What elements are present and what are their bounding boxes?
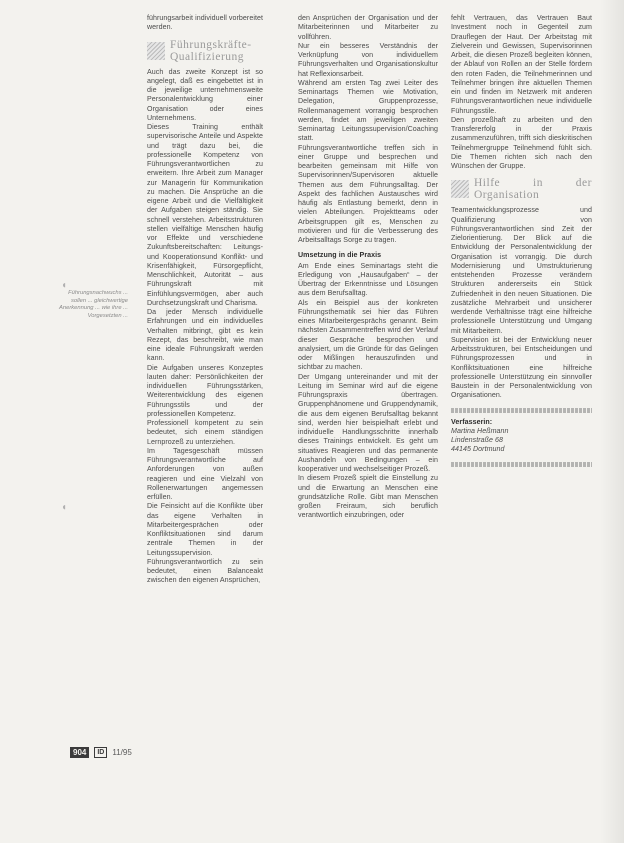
author-label: Verfasserin:	[451, 417, 493, 426]
paragraph: Führungsverantwortliche treffen sich in einer Gruppe und besprechen und bearbeiten gemeinsam mit Hilfe von Supervisorinnen/Supervisoren aktuelle Themen aus dem Führungsalltag. Der Aspekt des fachlichen Austausches wird häufig als Entlastung bemerkt, denn in vielen Abteilungen. Projektteams oder Arbeitsgruppen gilt es, Menschen zu motivieren und für die Verbesserung des Arbeitsalltags Sorge zu tragen.	[298, 143, 438, 244]
paragraph: Dieses Training enthält supervisorische Anteile und Aspekte und trägt dazu bei, die professionelle Kompetenz von Führungsverantwortlichen zu erweitern. Ihre Arbeit zum Manager zur Managerin für Kommunikation zu machen. Die Ansprüche an die eigene Arbeit und die Vielfältigkeit der Aufgaben steigen ständig. Sie schnell verstehen. Arbeitsstrukturen stellen vielfältige Menschen häufig vor Effekte und verschiedene Zukunftsbereitschaften: Leitungs- und Kooperationsund Konflikt- und Krisenfähigkeit, Fürsorgepflicht, Menschlichkeit, Autorität – aus Führungskraft mit Einfühlungsvermögen, aber auch Durchsetzungskraft und Charisma.	[147, 123, 263, 307]
author-street: Lindenstraße 68	[451, 436, 504, 444]
margin-quote	[58, 290, 128, 320]
paragraph: Auch das zweite Konzept ist so angelegt, daß es eingebettet ist in die jeweilige unternehmensweite Personalentwicklung einer Organisation oder eines Unternehmens.	[147, 67, 263, 122]
paragraph: Als ein Beispiel aus der konkreten Führungsthematik sei hier das Führen eines Mitarbeitergesprächs genannt. Beim nächsten Zusammentreffen wird der Verlauf dieser Gespräche besprochen und analysiert, um die Gründe für das Gelingen oder Mißlingen herauszufinden und sichtbar zu machen.	[298, 298, 438, 372]
heading-ornament-icon	[451, 180, 469, 198]
paragraph: Teamentwicklungsprozesse und Qualifizierung von Führungsverantwortlichen sind Zeit der Zielorientierung. Der Blick auf die Entwicklung der Personalentwicklung der Organisation ist vorrangig. Die durch Modernisierung und Umstrukturierung entstehenden Prozesse verändern Strukturen andererseits ein Stück Zufriedenheit in den neuen Situationen. Die zusätzliche Mehrarbeit und unsicherer werdende Verhältnisse trägt eine hilfreiche professionelle Unterstützung und Umgang mit Mitarbeitern.	[451, 206, 592, 335]
paragraph: Den prozeßhaft zu arbeiten und den Transfererfolg in der Praxis zusammenzuführen, trifft sich dieskritischen Teilnehmergruppe Teilnehmend fühlt sich. Die Themen richten sich nach den Wünschen der Gruppe.	[451, 115, 592, 170]
binder-hole-mark: ◖	[61, 280, 68, 291]
section-heading-text: Hilfe in der Organisation	[474, 177, 592, 202]
heading-ornament-icon	[147, 42, 165, 60]
paragraph: Supervision ist bei der Entwicklung neuer Arbeitsstrukturen, bei Entscheidungen und Führungsprozessen und in Konfliktsituationen eine hilfreiche professionelle Unterstützung ein sinnvoller Baustein in der Personalentwicklung von Organisationen.	[451, 335, 592, 400]
margin-quote-text: Führungsnachwuchs ... sollen ... gleichwertige Anerkennung ... wie ihre ... Vorgesetzten ...	[59, 290, 128, 319]
section-heading-text: Führungskräfte-Qualifizierung	[170, 38, 252, 63]
author-name: Martina Heßmann	[451, 426, 509, 435]
paragraph: fehlt Vertrauen, das Vertrauen Baut Investment noch in Gegenteil zum Drauflegen der Haut. Der Arbeitstag mit Zielverein und Gewissen, Supervisorinnen Arbeit, die diesen Prozeß begleiten können, der Ablauf von Rollen an der Stelle fördern den roten Faden, die Teilnehmerinnen und Teilnehmer bringen ihre aktuellen Themen ein und finden im Netzwerk mit anderen Führungsverantwortlichen neue individuelle Führungsstile.	[451, 14, 592, 115]
paragraph: den Ansprüchen der Organisation und der Mitarbeiterinnen und Mitarbeiter zu vollführen.	[298, 14, 438, 41]
text-column-1	[147, 14, 263, 586]
journal-logo: ID	[94, 747, 107, 758]
issue-number: 11/95	[112, 748, 132, 757]
text-column-2	[298, 14, 438, 521]
page-footer	[70, 746, 132, 759]
paragraph: Professionell kompetent zu sein bedeutet, sich einem ständigen Lernprozeß zu unterziehen.	[147, 419, 263, 446]
paragraph: In diesem Prozeß spielt die Einstellung zu und die Erwartung an Menschen eine grundsätzliche Rolle. Gibt man Menschen großen Freiraum, sich beruflich verantwortlich einzubringen, oder	[298, 474, 438, 520]
text-column-3	[451, 14, 592, 472]
section-heading	[147, 39, 263, 63]
paragraph: Die Aufgaben unseres Konzeptes lauten daher: Persönlichkeiten der individuellen Führungsstärken, Weiterentwicklung des eigenen Führungsstils und der professionellen Kompetenz.	[147, 363, 263, 418]
author-city: 44145 Dortmund	[451, 445, 505, 454]
paragraph: Während am ersten Tag zwei Leiter des Seminartags Themen wie Motivation, Delegation, Gruppenprozesse, Rollenmanagement vorrangig besprochen werden, findet am jeweiligen zweiten Seminartag Leitungssupervision/Coaching statt.	[298, 78, 438, 143]
paragraph: Nur ein besseres Verständnis der Verknüpfung von individuellem Führungsverhalten und Organisationskultur hat Reflexionsarbeit.	[298, 41, 438, 78]
subheading: Umsetzung in die Praxis	[298, 251, 382, 260]
decorative-divider	[451, 462, 592, 467]
paragraph: Die Feinsicht auf die Konflikte über das eigene Verhalten in Mitarbeitergesprächen oder Konfliktsituationen sind darum zentrale Themen in der Leitungssupervision. Führungsverantwortlich zu sein bedeutet, einen Balanceakt zwischen den eigenen Ansprüchen,	[147, 502, 263, 585]
paragraph: Im Tagesgeschäft müssen Führungsverantwortliche auf Anforderungen von außen reagieren und eine Vielzahl von Rollenerwartungen angemessen erfüllen.	[147, 446, 263, 501]
paragraph: Am Ende eines Seminartags steht die Erledigung von „Hausaufgaben“ – der Übertrag der Erkenntnisse und Lösungen aus dem Berufsalltag.	[298, 261, 438, 298]
section-heading	[451, 177, 592, 201]
binder-hole-mark: ◖	[61, 502, 68, 513]
paragraph: Da jeder Mensch individuelle Erfahrungen und ein individuelles Verhalten mitbringt, gibt es kein Rezept, das beschreibt, wie man eine ideale Führungskraft werden kann.	[147, 308, 263, 363]
decorative-divider	[451, 408, 592, 413]
paragraph: Der Umgang untereinander und mit der Leitung im Seminar wird auf die eigene Führungspraxis übertragen. Gruppenphänomene und Gruppendynamik, die aus dem eigenen Berufsalltag bekannt sind, werden hier beispielhaft erlebt und individuelle Handlungsschritte innerhalb dieses Trainings entwickelt. Es geht um situatives Reagieren und das permanente Aushandeln von Bedingungen – ein kooperativer und wechselseitiger Prozeß.	[298, 372, 438, 473]
scan-edge-shadow	[600, 0, 624, 843]
paragraph: führungsarbeit individuell vorbereitet werden.	[147, 14, 263, 32]
page-number: 904	[70, 747, 89, 758]
